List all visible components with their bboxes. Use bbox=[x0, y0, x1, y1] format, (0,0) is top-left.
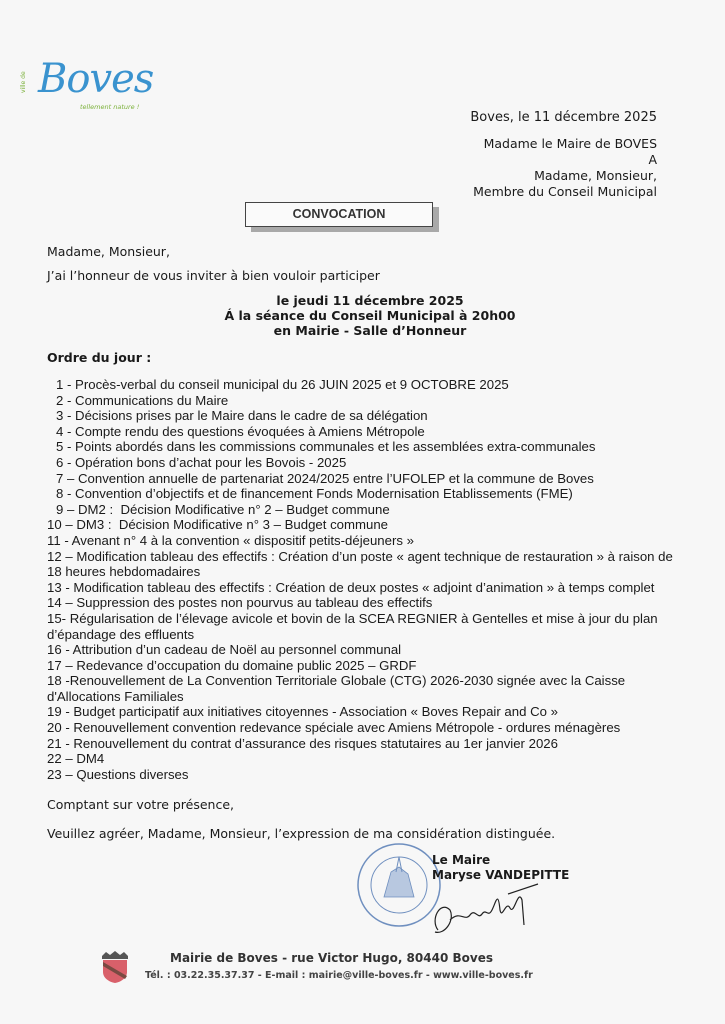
agenda-item: 8 - Convention d’objectifs et de financement Fonds Modernisation Etablissements (FME) bbox=[56, 486, 573, 502]
signatory-name: Maryse VANDEPITTE bbox=[432, 868, 570, 882]
agenda-item: 20 - Renouvellement convention redevance spéciale avec Amiens Métropole - ordures ménagères bbox=[47, 720, 621, 736]
logo-wordmark: Boves bbox=[38, 56, 154, 102]
salutation: Madame, Monsieur, bbox=[47, 244, 170, 259]
title-box bbox=[245, 202, 433, 227]
sender-line: Madame le Maire de BOVES bbox=[483, 136, 657, 151]
agenda-item: 14 – Suppression des postes non pourvus au tableau des effectifs bbox=[47, 595, 433, 611]
footer-contact: Tél. : 03.22.35.37.37 - E-mail : mairie@ville-boves.fr - www.ville-boves.fr bbox=[145, 970, 533, 981]
agenda-item: 21 - Renouvellement du contrat d’assurance des risques statutaires au 1er janvier 2026 bbox=[47, 735, 558, 751]
agenda-item: 11 - Avenant n° 4 à la convention « dispositif petits-déjeuners » bbox=[47, 532, 414, 548]
agenda-title: Ordre du jour : bbox=[47, 350, 152, 365]
agenda-item: 13 - Modification tableau des effectifs : Création de deux postes « adjoint d’animation » à temps complet bbox=[47, 579, 655, 595]
recipient-role: Membre du Conseil Municipal bbox=[473, 184, 657, 199]
agenda-item: 4 - Compte rendu des questions évoquées à Amiens Métropole bbox=[56, 423, 425, 439]
agenda-item: 19 - Budget participatif aux initiatives citoyennes - Association « Boves Repair and Co » bbox=[47, 704, 558, 720]
logo-tagline: tellement nature ! bbox=[80, 103, 140, 111]
agenda-item: 22 – DM4 bbox=[47, 751, 105, 767]
agenda-item: 3 - Décisions prises par le Maire dans le cadre de sa délégation bbox=[56, 408, 428, 424]
agenda-item: 7 – Convention annuelle de partenariat 2024/2025 entre l’UFOLEP et la commune de Boves bbox=[56, 470, 594, 486]
agenda-list bbox=[47, 377, 687, 782]
footer-address: Mairie de Boves - rue Victor Hugo, 80440 Boves bbox=[170, 951, 493, 965]
agenda-item: 23 – Questions diverses bbox=[47, 766, 189, 782]
letter-date: Boves, le 11 décembre 2025 bbox=[470, 110, 657, 125]
meeting-details bbox=[180, 293, 560, 338]
coat-of-arms-icon bbox=[100, 950, 130, 984]
signatory-role: Le Maire bbox=[432, 853, 491, 867]
agenda-item: 9 – DM2 : Décision Modificative n° 2 – Budget commune bbox=[56, 501, 390, 517]
signature-block bbox=[432, 853, 569, 883]
meeting-session: Á la séance du Conseil Municipal à 20h00 bbox=[224, 308, 516, 323]
agenda-item: 2 - Communications du Maire bbox=[56, 392, 229, 408]
closing-line-1: Comptant sur votre présence, bbox=[47, 797, 235, 812]
agenda-item: 18 -Renouvellement de La Convention Territoriale Globale (CTG) 2026-2030 signée avec la Caisse d'Allocations Familiales bbox=[47, 673, 629, 704]
logo-prefix: ville de bbox=[20, 71, 27, 93]
agenda-item: 17 – Redevance d’occupation du domaine public 2025 – GRDF bbox=[47, 657, 417, 673]
handwritten-signature bbox=[420, 880, 540, 940]
intro-text: J’ai l’honneur de vous inviter à bien vouloir participer bbox=[47, 268, 380, 283]
agenda-item: 15- Régularisation de l’élevage avicole et bovin de la SCEA REGNIER à Gentelles et mise à jour du plan d’épandage des effluents bbox=[47, 610, 662, 642]
meeting-place: en Mairie - Salle d’Honneur bbox=[273, 323, 467, 338]
document-title: CONVOCATION bbox=[245, 202, 433, 227]
closing-line-2: Veuillez agréer, Madame, Monsieur, l’expression de ma considération distinguée. bbox=[47, 826, 556, 841]
to-line: A bbox=[648, 152, 657, 167]
boves-logo bbox=[18, 55, 154, 125]
recipient-line: Madame, Monsieur, bbox=[534, 168, 657, 183]
agenda-item: 5 - Points abordés dans les commissions communales et les assemblées extra-communales bbox=[56, 439, 596, 455]
agenda-item: 16 - Attribution d’un cadeau de Noël au personnel communal bbox=[47, 642, 402, 658]
agenda-item: 1 - Procès-verbal du conseil municipal du 26 JUIN 2025 et 9 OCTOBRE 2025 bbox=[56, 377, 509, 392]
agenda-item: 10 – DM3 : Décision Modificative n° 3 – Budget commune bbox=[47, 517, 388, 533]
meeting-date: le jeudi 11 décembre 2025 bbox=[276, 293, 464, 308]
agenda-item: 6 - Opération bons d’achat pour les Bovois - 2025 bbox=[56, 454, 347, 470]
recipient-block bbox=[473, 136, 657, 200]
agenda-item: 12 – Modification tableau des effectifs : Création d’un poste « agent technique de restauration » à raison de 18 heures hebdomadaires bbox=[47, 548, 677, 580]
